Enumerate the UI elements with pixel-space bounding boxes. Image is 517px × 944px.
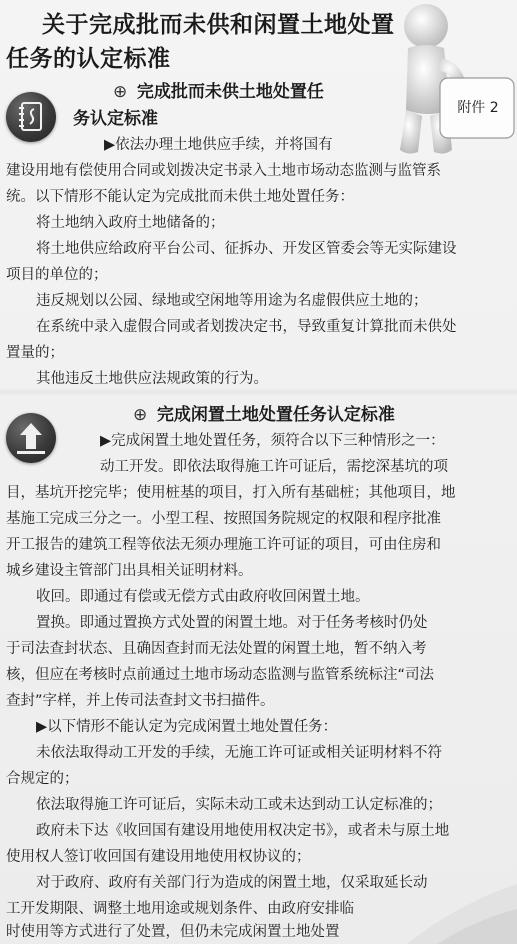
section2-line: 依法取得施工许可证后，实际未动工或未达到动工认定标准的； xyxy=(36,797,442,813)
document-icon xyxy=(6,92,56,142)
crosshair-marker-icon: ⊕ xyxy=(113,82,128,102)
section2-line: 时使用等方式进行了处置，但仍未完成闲置土地处置 xyxy=(6,924,340,940)
section2-line: 合规定的； xyxy=(6,771,79,787)
attachment-label: 附件 2 xyxy=(457,100,499,116)
section1-heading-line2: 务认定标准 xyxy=(73,109,158,129)
section1-line: 项目的单位的； xyxy=(6,267,108,283)
crosshair-marker-icon: ⊕ xyxy=(133,405,148,425)
section1-line: 在系统中录入虚假合同或者划拨决定书，导致重复计算批而未供处 xyxy=(36,319,457,335)
section1-line: 其他违反土地供应法规政策的行为。 xyxy=(36,371,268,387)
section1-line: 建设用地有偿使用合同或划拨决定书录入土地市场动态监测与监管系 xyxy=(6,163,441,179)
section-divider xyxy=(0,388,517,396)
section2-line: 置换。即通过置换方式处置的闲置土地。对于任务考核时仍处 xyxy=(36,615,428,631)
section2-line: 查封”字样，并上传司法查封文书扫描件。 xyxy=(6,693,275,709)
section2-line: 工开发期限、调整土地用途或规划条件、由政府安排临 xyxy=(6,901,354,917)
section1-heading xyxy=(113,77,324,107)
upload-arrow-icon xyxy=(6,413,56,463)
section2-line: 政府未下达《收回国有建设用地使用权决定书》，或者未与原土地 xyxy=(36,823,450,839)
section2-line: 基施工完成三分之一。小型工程、按照国务院规定的权限和程序批准 xyxy=(6,511,441,527)
section1-line: 统。以下情形不能认定为完成批而未供土地处置任务： xyxy=(6,189,354,205)
section1-line: 违反规划以公园、绿地或空闲地等用途为名虚假供应土地的； xyxy=(36,293,428,309)
section2-line: 目，基坑开挖完毕；使用桩基的项目，打入所有基础桩；其他项目，地 xyxy=(6,485,456,501)
section2-line: 于司法查封状态、且确因查封而无法处置的闲置土地，暂不纳入考 xyxy=(6,641,427,657)
section2-line: 未依法取得动工开发的手续，无施工许可证或相关证明材料不符 xyxy=(36,745,442,761)
section2-line: ▶完成闲置土地处置任务，须符合以下三种情形之一： xyxy=(100,433,445,449)
section2-line: 动工开发。即依法取得施工许可证后，需挖深基坑的项 xyxy=(100,459,448,475)
section1-line: 置量的； xyxy=(6,345,64,361)
section1-line: 将土地供应给政府平台公司、征拆办、开发区管委会等无实际建设 xyxy=(36,241,457,257)
section1-heading-line1: 完成批而未供土地处置任 xyxy=(136,82,324,102)
page-title: 关于完成批而未供和闲置土地处置任务的认定标准 xyxy=(6,12,395,72)
section1-line: 将土地纳入政府土地储备的； xyxy=(36,215,225,231)
section2-heading-text: 完成闲置土地处置任务认定标准 xyxy=(156,405,395,425)
section2-heading xyxy=(133,400,395,430)
section2-line: 使用权人签订收回国有建设用地使用权协议的； xyxy=(6,849,311,865)
section2-line: 核，但应在考核时点前通过土地市场动态监测与监管系统标注“司法 xyxy=(6,667,435,683)
section2-line: 对于政府、政府有关部门行为造成的闲置土地，仅采取延长动 xyxy=(36,875,428,891)
mascot-figure-icon xyxy=(378,0,517,160)
section1-line: ▶依法办理土地供应手续，并将国有 xyxy=(104,137,333,153)
section2-line: 收回。即通过有偿或无偿方式由政府收回闲置土地。 xyxy=(36,589,370,605)
section2-line: ▶以下情形不能认定为完成闲置土地处置任务： xyxy=(36,719,338,735)
decorative-corner-icon xyxy=(397,864,517,944)
section2-line: 开工报告的建筑工程等依法无须办理施工许可证的项目，可由住房和 xyxy=(6,537,441,553)
section2-line: 城乡建设主管部门出具相关证明材料。 xyxy=(6,563,253,579)
